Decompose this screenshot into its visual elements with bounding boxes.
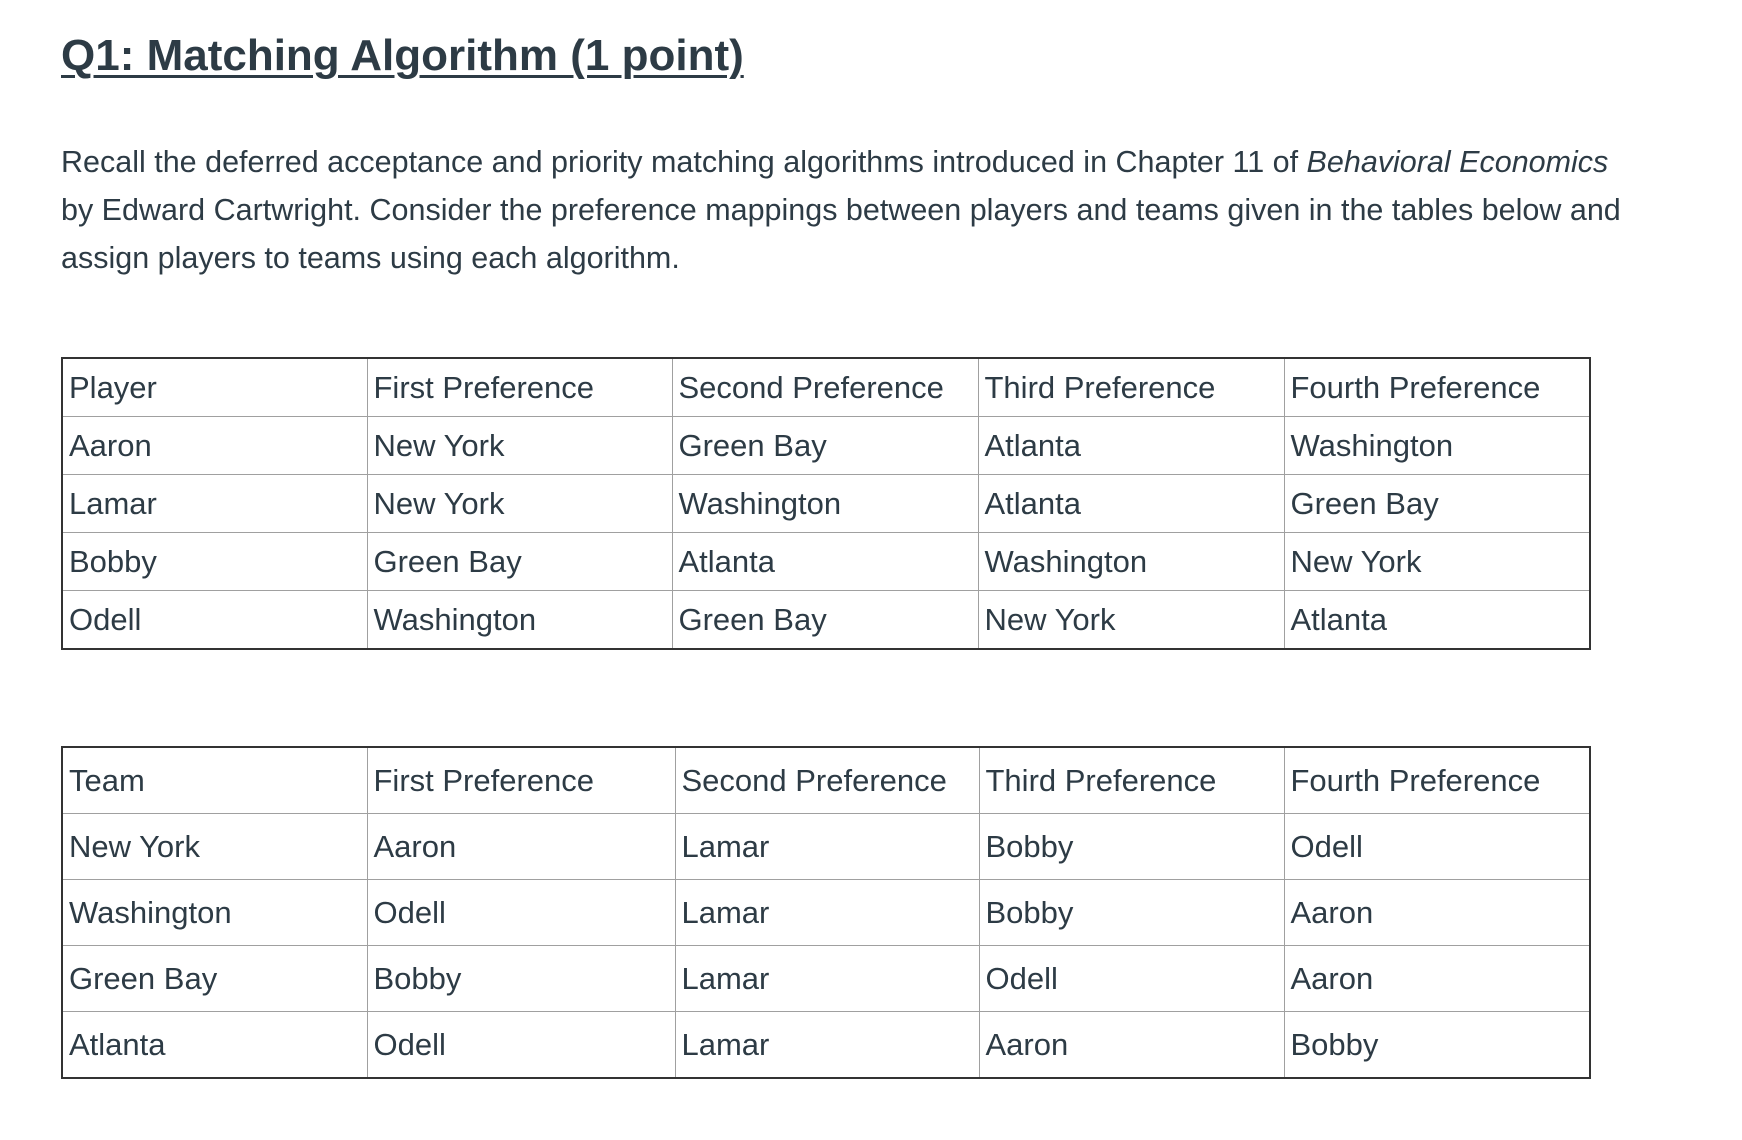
table-cell: Washington (1284, 417, 1590, 475)
table-cell: New York (62, 814, 367, 880)
table-cell: Odell (62, 591, 367, 650)
table-cell: Bobby (979, 880, 1284, 946)
table-cell: Green Bay (1284, 475, 1590, 533)
intro-text-end: by Edward Cartwright. Consider the preference mappings between players and teams given in the tables below and assign players to teams using each algorithm. (61, 193, 1621, 275)
table-cell: Green Bay (672, 417, 978, 475)
table-cell: Atlanta (62, 1012, 367, 1079)
intro-paragraph (61, 138, 1621, 282)
team-preference-table (61, 746, 1591, 1079)
table-row (62, 880, 1590, 946)
table-cell: New York (978, 591, 1284, 650)
table-cell: Bobby (62, 533, 367, 591)
table-header-row (62, 747, 1590, 814)
intro-text-start: Recall the deferred acceptance and priority matching algorithms introduced in Chapter 11 of (61, 145, 1307, 179)
table-cell: Green Bay (672, 591, 978, 650)
table-cell: Lamar (675, 946, 979, 1012)
table-cell: Lamar (62, 475, 367, 533)
table-cell: Atlanta (672, 533, 978, 591)
table-cell: Odell (1284, 814, 1590, 880)
table-cell: Lamar (675, 1012, 979, 1079)
table-cell: Washington (62, 880, 367, 946)
table-cell: New York (367, 417, 672, 475)
table-cell: Atlanta (1284, 591, 1590, 650)
table-cell: Atlanta (978, 417, 1284, 475)
player-table-body (62, 358, 1590, 649)
table-row (62, 814, 1590, 880)
table-cell: Washington (367, 591, 672, 650)
table-row (62, 946, 1590, 1012)
table-row (62, 591, 1590, 650)
table-cell: Aaron (1284, 880, 1590, 946)
column-header: First Preference (367, 747, 675, 814)
table-header-row (62, 358, 1590, 417)
book-title: Behavioral Economics (1306, 145, 1609, 179)
table-cell: Odell (979, 946, 1284, 1012)
table-cell: Green Bay (62, 946, 367, 1012)
table-cell: Bobby (979, 814, 1284, 880)
question-content (61, 26, 1621, 282)
table-cell: Aaron (1284, 946, 1590, 1012)
table-cell: Lamar (675, 814, 979, 880)
table-row (62, 1012, 1590, 1079)
table-cell: New York (367, 475, 672, 533)
column-header: Team (62, 747, 367, 814)
table-row (62, 417, 1590, 475)
team-table-body (62, 747, 1590, 1078)
table-cell: Washington (978, 533, 1284, 591)
column-header: Fourth Preference (1284, 358, 1590, 417)
table-cell: Lamar (675, 880, 979, 946)
column-header: Fourth Preference (1284, 747, 1590, 814)
column-header: Third Preference (979, 747, 1284, 814)
table-cell: Atlanta (978, 475, 1284, 533)
column-header: Second Preference (672, 358, 978, 417)
column-header: Player (62, 358, 367, 417)
table-cell: Bobby (367, 946, 675, 1012)
column-header: Second Preference (675, 747, 979, 814)
table-cell: Washington (672, 475, 978, 533)
table-row (62, 533, 1590, 591)
table-cell: Aaron (62, 417, 367, 475)
table-cell: Aaron (367, 814, 675, 880)
player-preference-table (61, 357, 1591, 650)
page-title: Q1: Matching Algorithm (1 point) (61, 31, 744, 80)
table-cell: Odell (367, 880, 675, 946)
column-header: Third Preference (978, 358, 1284, 417)
table-cell: Bobby (1284, 1012, 1590, 1079)
table-row (62, 475, 1590, 533)
table-cell: Odell (367, 1012, 675, 1079)
table-cell: Green Bay (367, 533, 672, 591)
column-header: First Preference (367, 358, 672, 417)
table-cell: Aaron (979, 1012, 1284, 1079)
table-cell: New York (1284, 533, 1590, 591)
